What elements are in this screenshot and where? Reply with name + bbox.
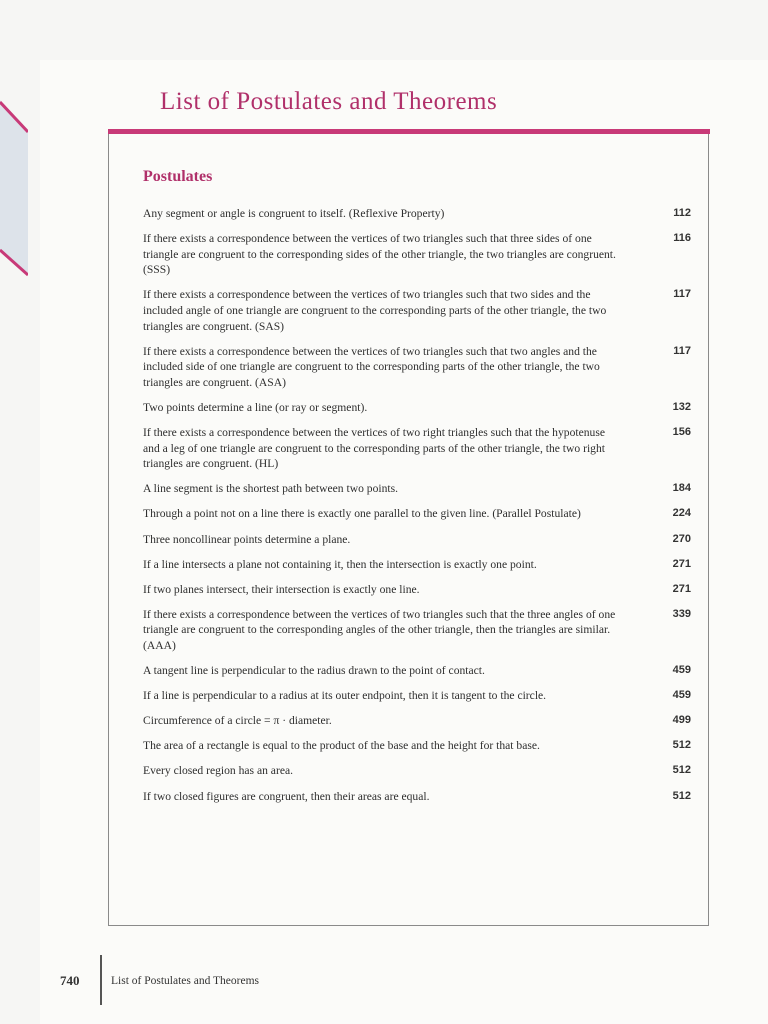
postulate-entry xyxy=(143,481,691,497)
postulate-page-ref: 512 xyxy=(672,764,691,777)
postulate-text: If there exists a correspondence between the vertices of two triangles such that the three angles of one triangle are congruent to the corresponding angles of the other triangle, then the triangles are similar. (AAA) xyxy=(143,607,616,652)
postulate-text: Any segment or angle is congruent to itself. (Reflexive Property) xyxy=(143,207,445,220)
postulate-list xyxy=(143,206,691,814)
postulate-text: If a line intersects a plane not containing it, then the intersection is exactly one point. xyxy=(143,557,537,571)
postulate-page-ref: 271 xyxy=(672,557,691,570)
postulate-entry xyxy=(143,532,691,548)
postulate-text: If there exists a correspondence between the vertices of two right triangles such that the hypotenuse and a leg of one triangle are congruent to the corresponding parts of the other triangle, the two right triangles are congruent. (HL) xyxy=(143,426,605,471)
postulate-page-ref: 459 xyxy=(672,664,691,677)
postulate-page-ref: 116 xyxy=(673,232,691,245)
postulate-entry xyxy=(143,607,691,654)
postulate-entry xyxy=(143,206,691,222)
postulate-text: A tangent line is perpendicular to the radius drawn to the point of contact. xyxy=(143,664,485,678)
postulate-page-ref: 224 xyxy=(672,507,691,520)
postulate-page-ref: 184 xyxy=(672,482,691,495)
postulate-entry xyxy=(143,344,691,391)
postulate-entry xyxy=(143,557,691,573)
postulate-entry xyxy=(143,287,691,334)
page-number: 740 xyxy=(60,973,80,988)
postulate-page-ref: 117 xyxy=(673,288,691,301)
postulate-entry xyxy=(143,506,691,522)
postulate-page-ref: 270 xyxy=(672,532,691,545)
postulate-page-ref: 512 xyxy=(672,789,691,802)
postulate-entry xyxy=(143,425,691,472)
postulate-entry xyxy=(143,738,691,754)
postulate-page-ref: 499 xyxy=(672,714,691,727)
postulate-text: If two planes intersect, their intersection is exactly one line. xyxy=(143,582,420,596)
postulate-text: The area of a rectangle is equal to the product of the base and the height for that base. xyxy=(143,739,540,753)
postulate-text: Circumference of a circle = π · diameter. xyxy=(143,714,332,728)
postulate-page-ref: 156 xyxy=(672,426,691,439)
postulate-text: If there exists a correspondence between the vertices of two triangles such that two angles and the included side of one triangle are congruent to the corresponding parts of the other triangle, the two triangles are congruent. (ASA) xyxy=(143,344,600,389)
postulate-text: Two points determine a line (or ray or segment). xyxy=(143,400,368,414)
postulate-page-ref: 459 xyxy=(672,689,691,702)
postulate-entry xyxy=(143,713,691,729)
postulate-text: Three noncollinear points determine a plane. xyxy=(143,532,351,546)
postulate-page-ref: 512 xyxy=(672,739,691,752)
postulate-entry xyxy=(143,582,691,598)
running-footer: List of Postulates and Theorems xyxy=(111,975,259,987)
postulate-entry xyxy=(143,763,691,779)
footer-divider xyxy=(100,955,102,1005)
postulate-text: If two closed figures are congruent, then their areas are equal. xyxy=(143,789,430,803)
margin-tab-decoration xyxy=(0,100,28,280)
section-heading: Postulates xyxy=(143,168,213,185)
postulate-text: Every closed region has an area. xyxy=(143,764,294,778)
postulate-page-ref: 112 xyxy=(673,207,691,219)
page-title xyxy=(160,88,680,116)
postulate-text: If a line is perpendicular to a radius at its outer endpoint, then it is tangent to the circle. xyxy=(143,689,547,703)
postulate-text: If there exists a correspondence between the vertices of two triangles such that three sides of one triangle are congruent to the corresponding sides of the other triangle, the two triangles are congruent. (SSS) xyxy=(143,232,616,277)
postulate-entry xyxy=(143,663,691,679)
postulate-page-ref: 117 xyxy=(673,344,691,357)
postulate-text: Through a point not on a line there is exactly one parallel to the given line. (Parallel Postulate) xyxy=(143,507,581,521)
postulate-page-ref: 271 xyxy=(672,582,691,595)
postulate-page-ref: 132 xyxy=(672,400,691,413)
postulate-entry xyxy=(143,231,691,278)
postulate-text: If there exists a correspondence between the vertices of two triangles such that two sides and the included angle of one triangle are congruent to the corresponding parts of the other triangle, the two triangles are congruent. (SAS) xyxy=(143,288,607,333)
page-title-text: List of Postulates and Theorems xyxy=(160,88,498,115)
postulate-text: A line segment is the shortest path between two points. xyxy=(143,482,399,496)
postulate-entry xyxy=(143,400,691,416)
postulate-page-ref: 339 xyxy=(672,607,691,620)
postulate-entry xyxy=(143,688,691,704)
postulate-entry xyxy=(143,789,691,805)
